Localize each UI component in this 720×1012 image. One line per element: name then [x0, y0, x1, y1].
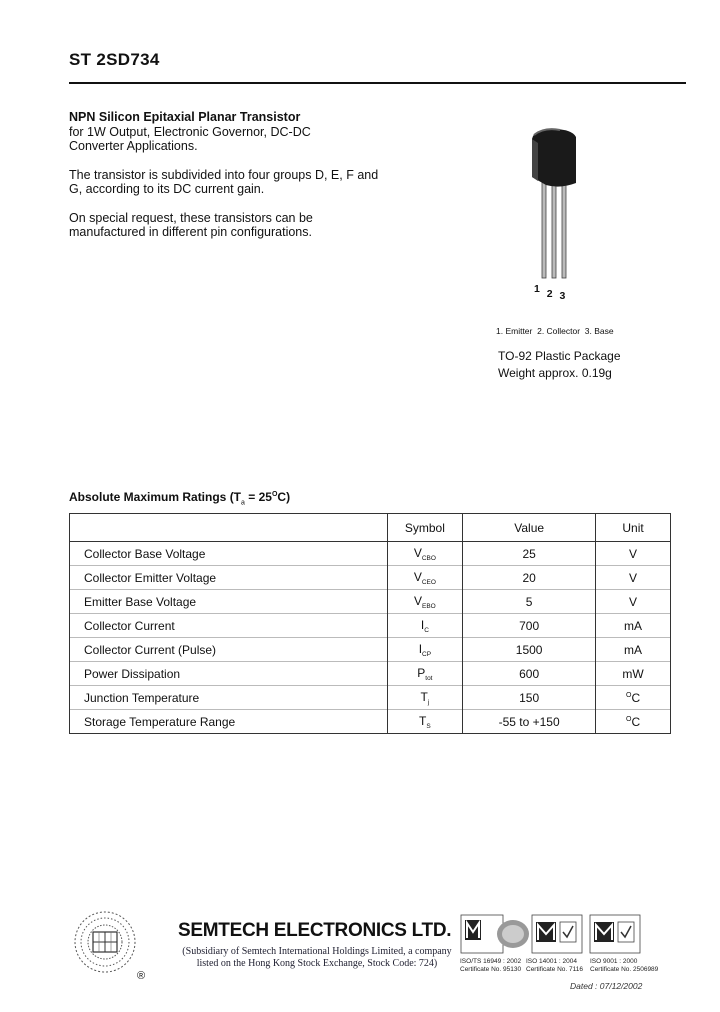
table-row [70, 638, 671, 662]
row-symbol: $I_{CP}$ [387, 638, 463, 662]
row-unit: V [596, 542, 671, 566]
row-parameter: Emitter Base Voltage [70, 590, 388, 614]
row-symbol: $V_{EBO}$ [387, 590, 463, 614]
company-subsidiary-note: (Subsidiary of Semtech International Holdings Limited, a company listed on the Hong Kong Stock Exchange, Stock Code: 724) [182, 946, 452, 969]
semtech-globe-logo [73, 910, 137, 974]
description-intro [69, 110, 389, 154]
row-value: 1500 [463, 638, 596, 662]
row-parameter: Junction Temperature [70, 686, 388, 710]
package-type: TO-92 Plastic Package [498, 349, 621, 363]
row-symbol: $T_S$ [387, 710, 463, 734]
description-line2: Converter Applications. [69, 139, 198, 153]
package-info [498, 348, 621, 382]
table-row [70, 566, 671, 590]
row-parameter: Collector Current [70, 614, 388, 638]
row-unit: $^O$C [596, 686, 671, 710]
ratings-title: Absolute Maximum Ratings $(T_a = 25^OC)$ [69, 490, 291, 507]
pin-3-label: 3 [559, 290, 566, 302]
package-weight: Weight approx. 0.19g [498, 366, 612, 380]
cert-iso-14001: ISO 14001 : 2004 Certificate No. 7116 [526, 958, 583, 973]
document-title: ST 2SD734 [69, 50, 160, 69]
to92-package-image [520, 125, 590, 285]
ratings-table [69, 513, 671, 734]
row-value: 600 [463, 662, 596, 686]
row-symbol: $V_{CEO}$ [387, 566, 463, 590]
row-symbol: $V_{CBO}$ [387, 542, 463, 566]
pin-numbers [534, 283, 566, 302]
pin-legend: 1. Emitter 2. Collector 3. Base [496, 326, 614, 336]
row-value: 25 [463, 542, 596, 566]
row-parameter: Collector Current (Pulse) [70, 638, 388, 662]
header-unit: Unit [596, 514, 671, 542]
certification-marks-image [460, 914, 680, 960]
row-value: 5 [463, 590, 596, 614]
row-value: 700 [463, 614, 596, 638]
row-symbol: $P_{tot}$ [387, 662, 463, 686]
title-rule [69, 82, 686, 84]
row-symbol: $T_j$ [387, 686, 463, 710]
row-unit: V [596, 566, 671, 590]
row-symbol: $I_C$ [387, 614, 463, 638]
cert-iso-ts16949: ISO/TS 16949 : 2002 Certificate No. 95130 [460, 958, 522, 973]
registered-mark: ® [137, 970, 146, 982]
certification-logos [460, 914, 680, 974]
table-row [70, 542, 671, 566]
row-unit: mW [596, 662, 671, 686]
table-row [70, 686, 671, 710]
row-parameter: Power Dissipation [70, 662, 388, 686]
pin-2-label: 2 [546, 288, 553, 300]
table-row [70, 614, 671, 638]
table-row [70, 662, 671, 686]
header-parameter [70, 514, 388, 542]
document-date: Dated : 07/12/2002 [570, 981, 643, 991]
description-special-request: On special request, these transistors can be manufactured in different pin configurations. [69, 210, 313, 239]
row-value: -55 to +150 [463, 710, 596, 734]
row-unit: V [596, 590, 671, 614]
row-unit: mA [596, 614, 671, 638]
row-unit: mA [596, 638, 671, 662]
header-symbol: Symbol [387, 514, 463, 542]
pin-1-label: 1 [534, 283, 540, 295]
description-line1: for 1W Output, Electronic Governor, DC-DC [69, 124, 311, 139]
row-unit: $^O$C [596, 710, 671, 734]
header-value: Value [463, 514, 596, 542]
description-heading: NPN Silicon Epitaxial Planar Transistor [69, 110, 301, 124]
row-parameter: Storage Temperature Range [70, 710, 388, 734]
row-parameter: Collector Base Voltage [70, 542, 388, 566]
row-value: 20 [463, 566, 596, 590]
table-row [70, 590, 671, 614]
company-name: SEMTECH ELECTRONICS LTD. [178, 920, 452, 941]
table-row [70, 710, 671, 734]
cert-iso-9001: ISO 9001 : 2000 Certificate No. 2506989 [590, 958, 659, 973]
row-value: 150 [463, 686, 596, 710]
description-groups: The transistor is subdivided into four groups D, E, F and G, according to its DC current gain. [69, 167, 379, 196]
ratings-header-row [70, 514, 671, 542]
row-parameter: Collector Emitter Voltage [70, 566, 388, 590]
product-description [69, 110, 389, 254]
